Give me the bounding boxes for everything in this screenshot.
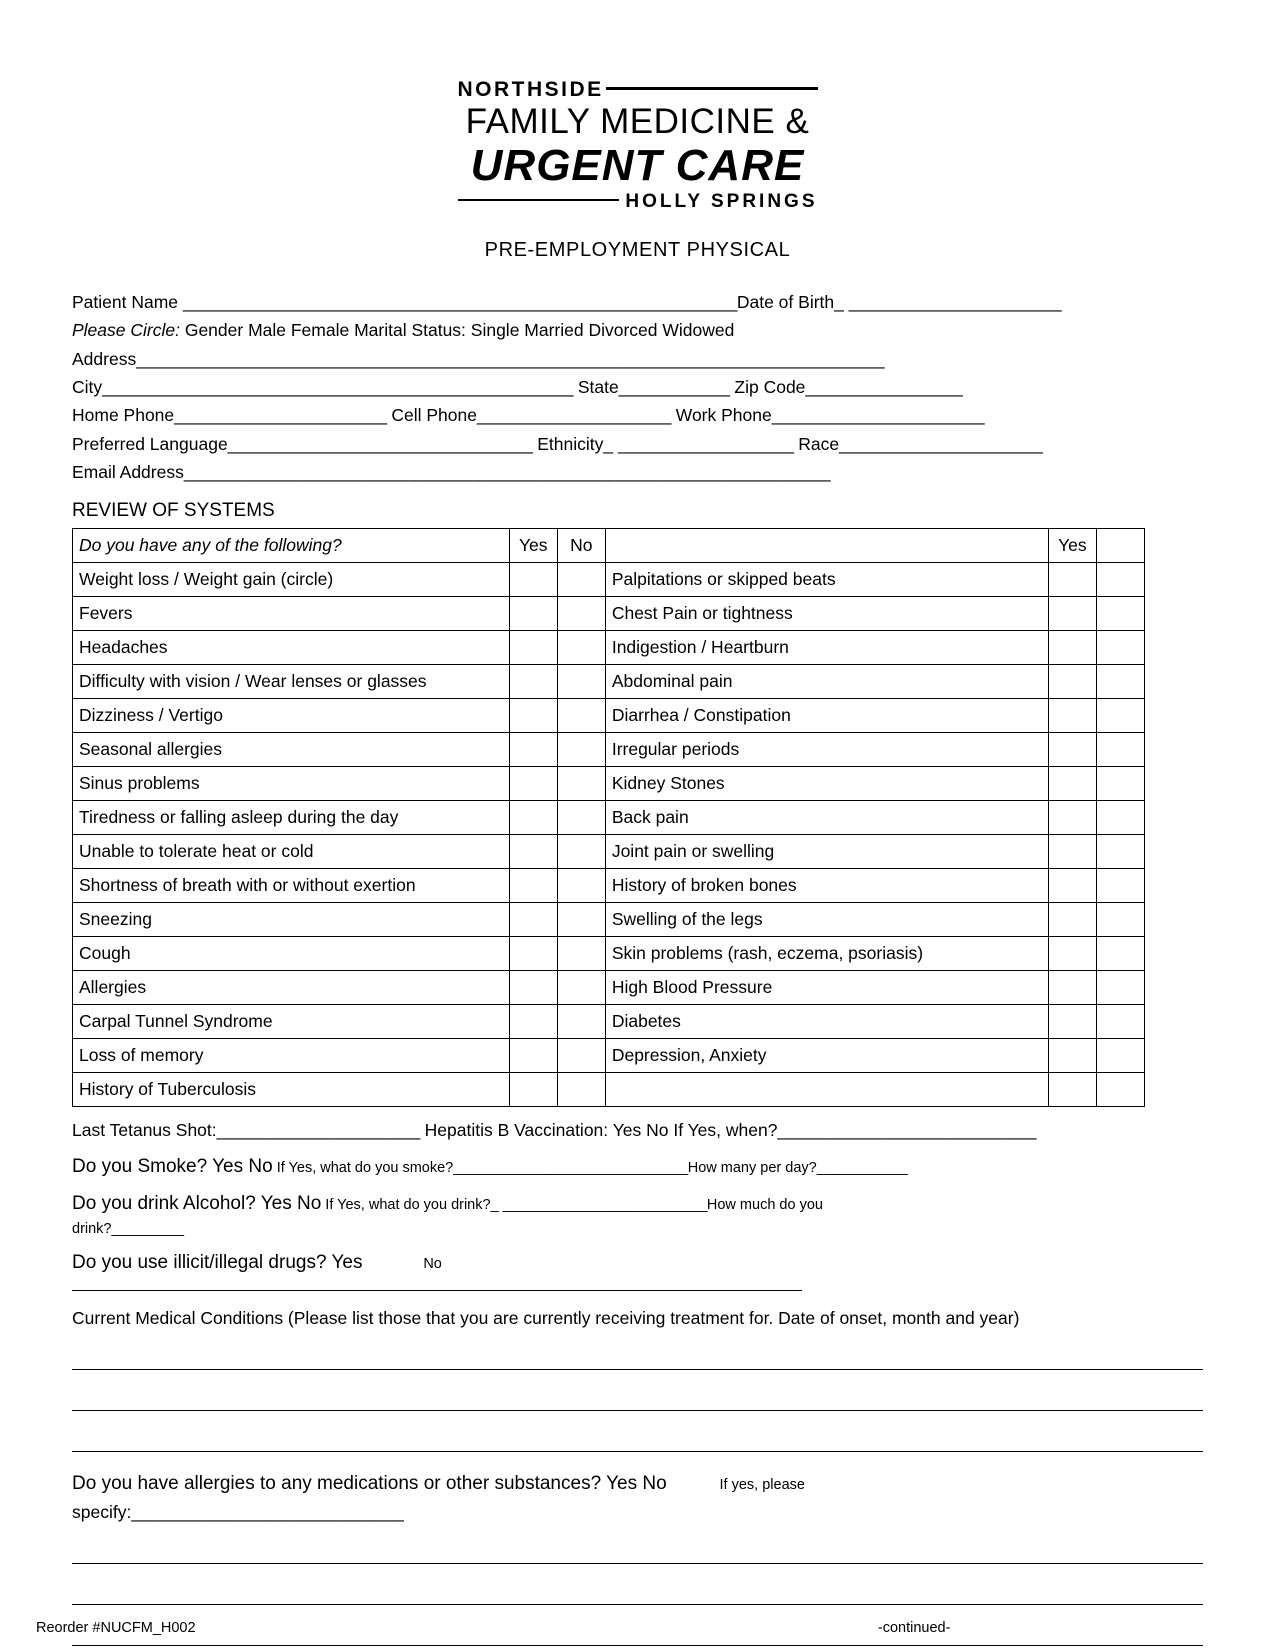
ros-right-no-box[interactable] [1096,801,1144,835]
ros-left-no-box[interactable] [557,971,605,1005]
drugs-row [72,1249,1203,1291]
table-row [73,971,1145,1005]
table-header-row [73,529,1145,563]
zip-field[interactable]: _________________ [805,376,963,397]
table-row [73,903,1145,937]
smoke-per-day-label: How many per day? [687,1159,817,1176]
ros-left-no-box[interactable] [557,1005,605,1039]
ros-right-no-box[interactable] [1096,665,1144,699]
smoke-per-day-field[interactable]: ____________ [816,1159,908,1176]
letterhead-northside-text: NORTHSIDE [457,78,604,101]
table-row [73,801,1145,835]
please-circle-label: Please Circle: [72,320,180,341]
ros-left-no-box[interactable] [557,937,605,971]
drugs-answer-line[interactable] [72,1282,802,1291]
letterhead [0,0,1275,213]
alcohol-row [72,1190,1203,1240]
ros-right-label: Irregular periods [605,733,1048,767]
ros-right-no-box[interactable] [1096,1005,1144,1039]
allergies-specify-field[interactable]: specify:____________________________ [72,1501,404,1522]
patient-name-row [72,288,1203,316]
ros-left-no-box[interactable] [557,665,605,699]
alcohol-question[interactable]: Do you drink Alcohol? Yes No [72,1193,322,1215]
ros-left-no-box[interactable] [557,801,605,835]
ros-left-no-box[interactable] [557,699,605,733]
ros-left-label: Shortness of breath with or without exertion [73,869,510,903]
drugs-question[interactable]: Do you use illicit/illegal drugs? Yes [72,1252,363,1274]
allergies-question-row [72,1470,1203,1499]
ros-left-no-box[interactable] [557,835,605,869]
letterhead-line-northside [458,78,818,102]
ros-left-yes-box[interactable] [509,563,557,597]
alcohol-howmuch-field[interactable]: drink?_________ [72,1220,185,1237]
zip-label: Zip Code [729,376,806,397]
ros-left-no-box[interactable] [557,903,605,937]
email-label: Email Address [72,462,184,482]
allergies-ifyes-label: If yes, please [719,1477,805,1494]
smoke-detail-field[interactable]: _______________________________ [453,1159,688,1176]
ros-right-no-box[interactable] [1096,869,1144,903]
letterhead-rule-bottom [458,199,620,201]
table-row [73,563,1145,597]
ros-left-yes-box[interactable] [509,903,557,937]
ros-right-yes-box[interactable] [1048,835,1096,869]
ros-right-yes-box[interactable] [1048,733,1096,767]
write-in-line[interactable] [72,1380,1203,1411]
home-phone-label: Home Phone [72,405,175,426]
table-row [73,597,1145,631]
ros-left-label: Sneezing [73,903,510,937]
table-row [73,733,1145,767]
dob-field[interactable]: _______________________ [848,291,1062,312]
ros-right-yes-box[interactable] [1048,767,1096,801]
ros-right-yes-box[interactable] [1048,597,1096,631]
table-row [73,937,1145,971]
ros-right-no-box[interactable] [1096,767,1144,801]
ros-right-label: Skin problems (rash, eczema, psoriasis) [605,937,1048,971]
ethnicity-field[interactable]: ___________________ [617,433,794,454]
letterhead-line-urgent-care: URGENT CARE [470,140,805,190]
ros-right-label: Kidney Stones [605,767,1048,801]
ros-right-no-box[interactable] [1096,1073,1144,1107]
ros-left-label: Dizziness / Vertigo [73,699,510,733]
ros-right-yes-box[interactable] [1048,699,1096,733]
ros-left-yes-box[interactable] [509,699,557,733]
ros-left-no-box[interactable] [557,1073,605,1107]
ros-right-label: Diabetes [605,1005,1048,1039]
race-label: Race [793,433,840,454]
ros-left-label: Weight loss / Weight gain (circle) [73,563,510,597]
smoke-detail-label: If Yes, what do you smoke? [272,1159,454,1176]
ros-header-no-right [1096,529,1144,563]
address-label: Address [72,348,137,369]
alcohol-howmuch-label: How much do you [706,1197,823,1214]
review-of-systems-table [72,528,1145,1107]
ros-right-label: Abdominal pain [605,665,1048,699]
ros-right-label: Depression, Anxiety [605,1039,1048,1073]
city-label: City [72,376,103,397]
letterhead-holly-springs-text: HOLLY SPRINGS [625,190,818,212]
email-row [72,458,1203,486]
ros-right-no-box[interactable] [1096,937,1144,971]
patient-name-label: Patient Name [72,291,183,312]
ros-left-label: Seasonal allergies [73,733,510,767]
ros-right-no-box[interactable] [1096,903,1144,937]
table-row [73,665,1145,699]
ros-left-label: Unable to tolerate heat or cold [73,835,510,869]
ros-right-yes-box[interactable] [1048,665,1096,699]
ros-header-question: Do you have any of the following? [73,529,510,563]
ros-right-label: History of broken bones [605,869,1048,903]
ros-header-yes-left: Yes [509,529,557,563]
ros-header-blank [605,529,1048,563]
ros-left-no-box[interactable] [557,597,605,631]
ros-right-no-box[interactable] [1096,733,1144,767]
ros-left-yes-box[interactable] [509,971,557,1005]
reorder-code: Reorder #NUCFM_H002 [36,1620,196,1636]
ros-left-yes-box[interactable] [509,869,557,903]
page-title: PRE-EMPLOYMENT PHYSICAL [484,238,791,261]
continued-label: -continued- [877,1620,951,1636]
ros-right-label: Palpitations or skipped beats [605,563,1048,597]
gender-marital-options[interactable]: Gender Male Female Marital Status: Single Married Divorced Widowed [179,320,735,341]
work-phone-field[interactable]: _______________________ [771,405,985,426]
smoke-question[interactable]: Do you Smoke? Yes No [72,1155,273,1177]
hepb-label: Hepatitis B Vaccination: Yes No If Yes, when? [419,1120,778,1141]
ros-left-no-box[interactable] [557,869,605,903]
language-label: Preferred Language [72,433,228,454]
ros-right-yes-box[interactable] [1048,801,1096,835]
alcohol-detail-label: If Yes, what do you drink?_ [321,1197,503,1214]
address-row [72,345,1203,373]
ros-right-yes-box[interactable] [1048,903,1096,937]
ros-left-yes-box[interactable] [509,1039,557,1073]
ros-right-no-box[interactable] [1096,597,1144,631]
ros-left-yes-box[interactable] [509,631,557,665]
review-of-systems-heading: REVIEW OF SYSTEMS [72,500,275,522]
ros-left-label: Carpal Tunnel Syndrome [73,1005,510,1039]
ros-right-no-box[interactable] [1096,699,1144,733]
race-field[interactable]: ______________________ [839,433,1043,454]
ros-right-yes-box[interactable] [1048,1073,1096,1107]
ros-left-label: Headaches [73,631,510,665]
ros-left-no-box[interactable] [557,563,605,597]
cell-phone-label: Cell Phone [386,405,477,426]
city-state-zip-row [72,373,1203,401]
history-section [72,1117,1203,1646]
letterhead-line-family-medicine: FAMILY MEDICINE & [465,102,810,141]
ros-right-yes-box[interactable] [1048,971,1096,1005]
ros-right-yes-box[interactable] [1048,1039,1096,1073]
ros-right-no-box[interactable] [1096,563,1144,597]
ros-left-no-box[interactable] [557,733,605,767]
page-footer [36,1620,1239,1636]
language-ethnicity-race-row [72,430,1203,458]
ros-right-label: Diarrhea / Constipation [605,699,1048,733]
write-in-line[interactable] [72,1533,1203,1564]
hepb-field[interactable]: ____________________________ [777,1120,1036,1141]
ros-left-no-box[interactable] [557,631,605,665]
ros-left-no-box[interactable] [557,1039,605,1073]
ros-right-label: High Blood Pressure [605,971,1048,1005]
ros-header-yes-right: Yes [1048,529,1096,563]
ros-left-label: Fevers [73,597,510,631]
table-row [73,1005,1145,1039]
write-in-line[interactable] [72,1339,1203,1370]
current-conditions-block [72,1305,1203,1452]
state-label: State [573,376,619,397]
ros-left-label: Sinus problems [73,767,510,801]
ros-right-yes-box[interactable] [1048,1005,1096,1039]
drugs-no-option[interactable]: No [423,1256,442,1273]
ros-right-no-box[interactable] [1096,971,1144,1005]
ros-right-label: Indigestion / Heartburn [605,631,1048,665]
tetanus-hepb-row [72,1117,1203,1143]
language-field[interactable]: _________________________________ [227,433,533,454]
table-row [73,631,1145,665]
cell-phone-field[interactable]: _____________________ [477,405,671,426]
table-row [73,869,1145,903]
letterhead-line-holly-springs [458,191,818,213]
ros-left-yes-box[interactable] [509,767,557,801]
ros-left-yes-box[interactable] [509,1073,557,1107]
ros-right-yes-box[interactable] [1048,563,1096,597]
smoke-row [72,1153,1203,1182]
ros-right-label: Joint pain or swelling [605,835,1048,869]
ros-left-label: Tiredness or falling asleep during the day [73,801,510,835]
ros-left-label: History of Tuberculosis [73,1073,510,1107]
ros-left-yes-box[interactable] [509,801,557,835]
please-circle-row [72,316,1203,344]
patient-name-field[interactable]: ____________________________________________________________ [182,291,737,312]
write-in-line[interactable] [72,1574,1203,1605]
tetanus-label: Last Tetanus Shot: [72,1120,217,1141]
ros-right-label [605,1073,1048,1107]
letterhead-rule-top [606,87,818,90]
table-row [73,699,1145,733]
ros-left-yes-box[interactable] [509,937,557,971]
home-phone-field[interactable]: _______________________ [174,405,387,426]
ros-right-no-box[interactable] [1096,1039,1144,1073]
dob-label: Date of Birth_ [736,291,849,312]
email-field[interactable]: ______________________________________________________________________ [183,462,831,482]
ros-left-label: Allergies [73,971,510,1005]
ros-right-label: Chest Pain or tightness [605,597,1048,631]
ethnicity-label: Ethnicity_ [532,433,618,454]
ros-header-no-left: No [557,529,605,563]
write-in-line[interactable] [72,1421,1203,1452]
ros-left-yes-box[interactable] [509,733,557,767]
ros-left-label: Cough [73,937,510,971]
ros-right-no-box[interactable] [1096,631,1144,665]
state-field[interactable]: ____________ [618,376,730,397]
ros-right-no-box[interactable] [1096,835,1144,869]
ros-left-yes-box[interactable] [509,597,557,631]
demographics-section [72,288,1203,486]
ros-right-label: Swelling of the legs [605,903,1048,937]
ros-left-label: Difficulty with vision / Wear lenses or glasses [73,665,510,699]
ros-left-yes-box[interactable] [509,665,557,699]
phones-row [72,401,1203,429]
ros-left-yes-box[interactable] [509,1005,557,1039]
ros-right-yes-box[interactable] [1048,937,1096,971]
tetanus-field[interactable]: ______________________ [216,1120,420,1141]
address-field[interactable]: _________________________________________________________________________________ [136,348,885,369]
ros-left-label: Loss of memory [73,1039,510,1073]
table-row [73,1073,1145,1107]
table-row [73,835,1145,869]
ros-right-yes-box[interactable] [1048,631,1096,665]
current-conditions-label: Current Medical Conditions (Please list those that you are currently receiving treatment for. Date of onset, month and year) [72,1307,1020,1328]
ros-right-label: Back pain [605,801,1048,835]
ros-right-yes-box[interactable] [1048,869,1096,903]
city-field[interactable]: ___________________________________________________ [102,376,574,397]
ros-left-no-box[interactable] [557,767,605,801]
ros-left-yes-box[interactable] [509,835,557,869]
allergies-question[interactable]: Do you have allergies to any medications or other substances? Yes No [72,1473,667,1495]
current-conditions-lines [72,1339,1203,1452]
work-phone-label: Work Phone [670,405,772,426]
alcohol-detail-field[interactable]: ___________________________ [502,1197,707,1214]
table-row [73,767,1145,801]
table-row [73,1039,1145,1073]
